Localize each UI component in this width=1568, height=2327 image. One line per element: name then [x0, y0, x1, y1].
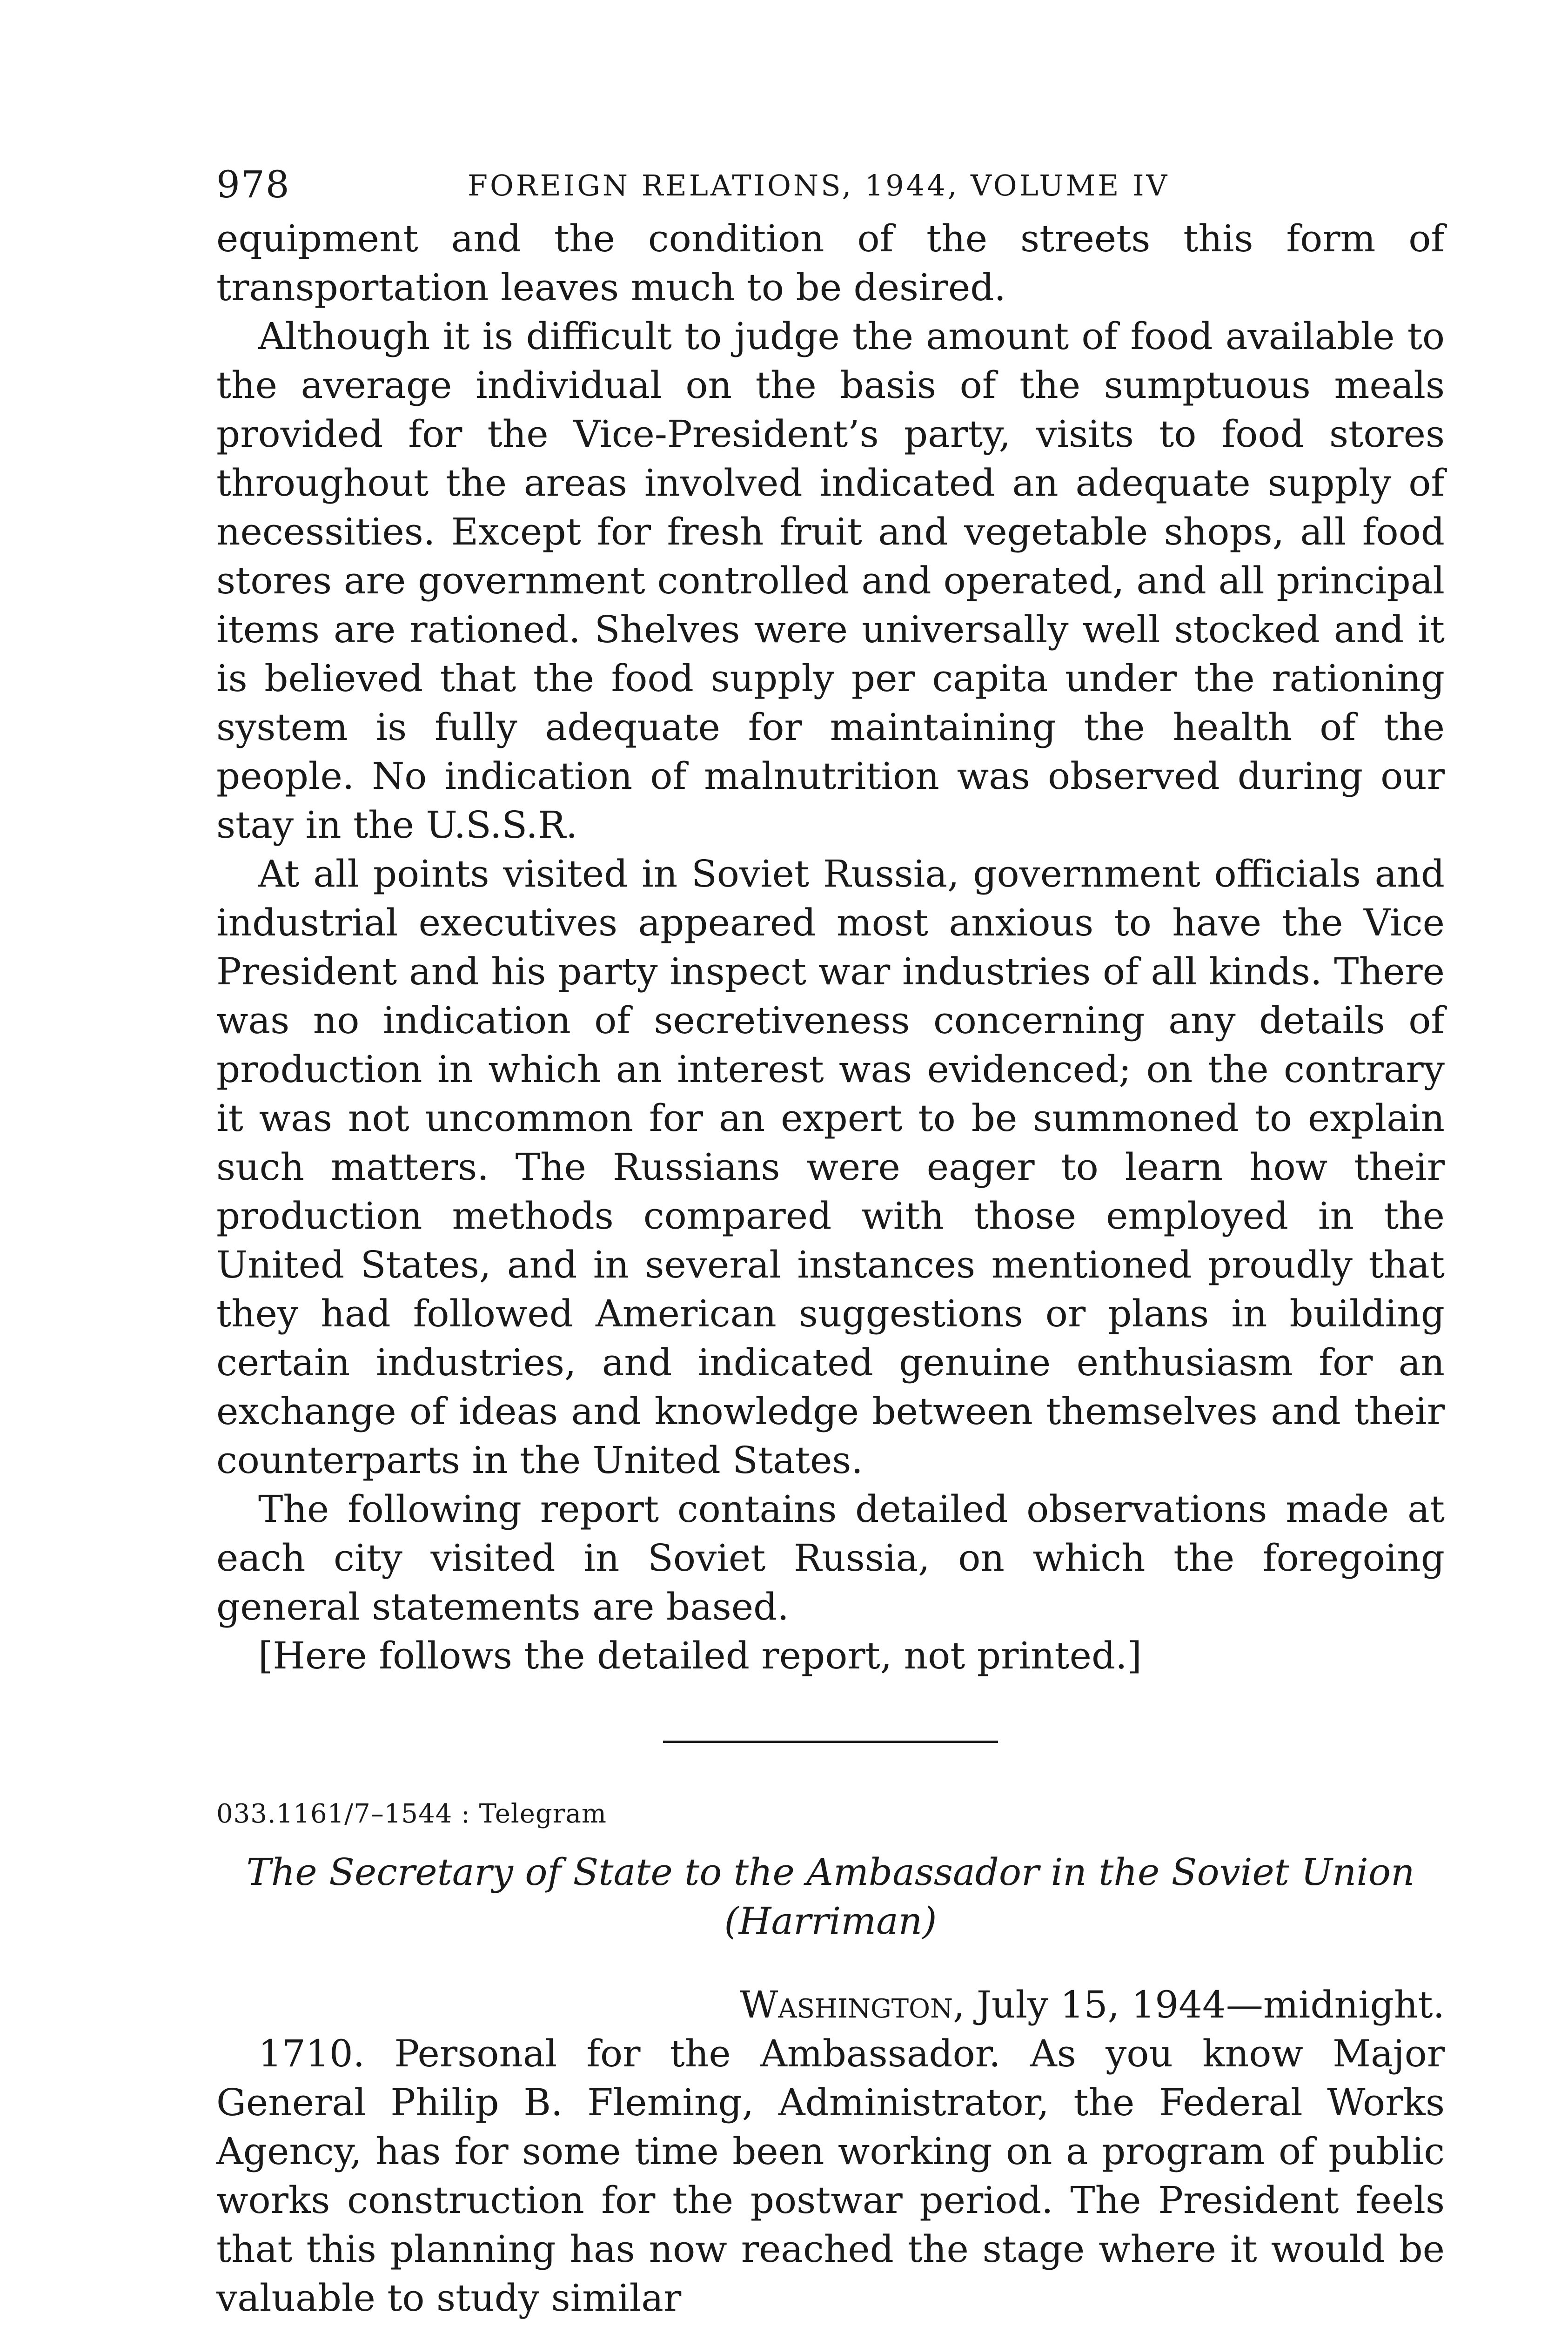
dateline-date: , July 15, 1944—midnight.: [953, 1983, 1445, 2026]
telegram-body: [216, 2029, 1445, 2322]
dateline: [216, 1980, 1445, 2029]
paragraph-war-industries: At all points visited in Soviet Russia, government officials and industrial executives appeared most anxious to have the Vice President and his party inspect war industries of all kinds. There was no indication of secretiveness concerning any details of production in which an interest was evidenced; on the contrary it was not uncommon for an expert to be summoned to explain such matters. The Russians were eager to learn how their production methods compared with those employed in the United States, and in several instances mentioned proudly that they had followed American suggestions or plans in building certain industries, and indicated genuine enthusiasm for an exchange of ideas and knowledge between themselves and their counterparts in the United States.: [216, 852, 1445, 1482]
report-body: [216, 214, 1445, 1680]
document-title-line-2: (Harriman): [724, 1899, 937, 1943]
running-head: [216, 163, 1445, 214]
paragraph-report-note: The following report contains detailed observations made at each city visited in Soviet Russia, on which the foregoing general statements are based.: [216, 1487, 1445, 1628]
dateline-place: Washington: [740, 1983, 953, 2026]
paragraph-continued: equipment and the condition of the streets this form of transportation leaves much to be desired.: [216, 217, 1445, 309]
editorial-note: [Here follows the detailed report, not printed.]: [258, 1634, 1142, 1677]
document-title-line-1: The Secretary of State to the Ambassador in the Soviet Union: [246, 1850, 1415, 1894]
telegram-paragraph: 1710. Personal for the Ambassador. As you know Major General Philip B. Fleming, Administrator, the Federal Works Agency, has for some time been working on a program of public works construction for the postwar period. The President feels that this planning has now reached the stage where it would be valuable to study similar: [216, 2032, 1445, 2320]
section-divider: [663, 1741, 998, 1743]
document-page: [216, 163, 1445, 2322]
document-title: [216, 1848, 1445, 1945]
file-reference: 033.1161/7–1544 : Telegram: [216, 1799, 607, 1829]
running-title: FOREIGN RELATIONS, 1944, VOLUME IV: [468, 168, 1170, 202]
paragraph-food-supply: Although it is difficult to judge the amount of food available to the average individual on the basis of the sumptuous meals provided for the Vice-President’s party, visits to food stores throughout the areas involved indicated an adequate supply of necessities. Except for fresh fruit and vegetable shops, all food stores are government controlled and operated, and all principal items are rationed. Shelves were universally well stocked and it is believed that the food supply per capita under the rationing system is fully adequate for maintaining the health of the people. No indication of malnutrition was observed during our stay in the U.S.S.R.: [216, 315, 1445, 847]
page-number: 978: [216, 163, 290, 206]
